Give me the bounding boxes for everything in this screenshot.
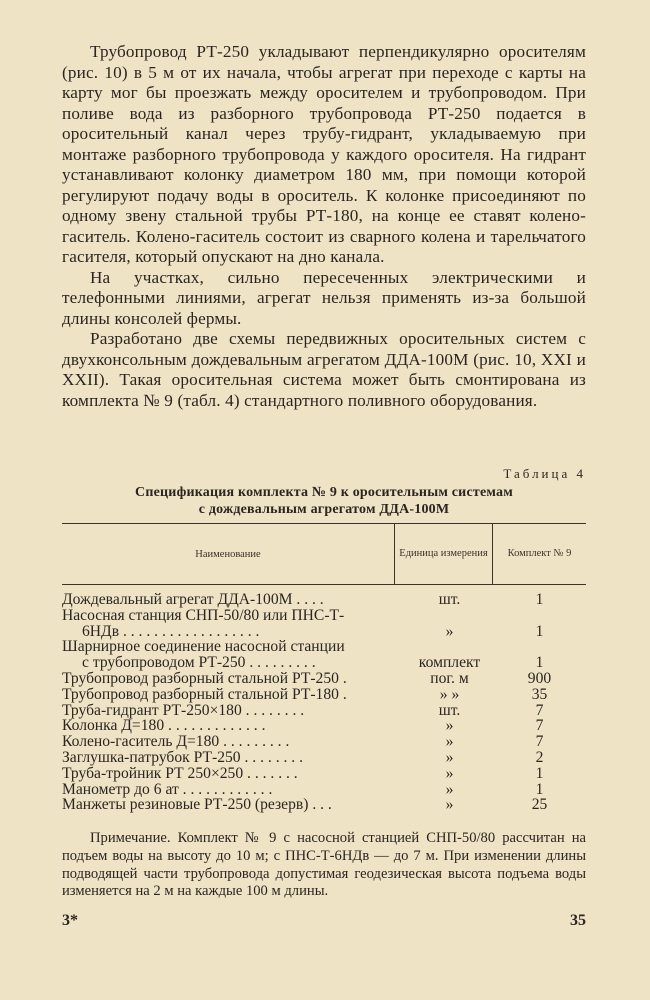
- item-name-line: Насосная станция СНП-50/80 или ПНС-Т-: [62, 606, 345, 624]
- item-unit: »: [445, 796, 454, 814]
- table-row: [62, 734, 586, 750]
- table-title-line: с дождевальным агрегатом ДДА-100М: [198, 502, 450, 517]
- header-name: Наименование: [62, 524, 395, 584]
- paragraph: На участках, сильно пересеченных электрическими и телефонными линиями, агрегат нельзя применять из-за большой длины консолей фермы.: [62, 267, 586, 328]
- item-name-line: Трубопровод разборный стальной РТ-250 .: [62, 669, 347, 687]
- table-row: [62, 782, 586, 798]
- signature-mark: 3*: [62, 912, 78, 929]
- item-unit: комплект: [418, 654, 481, 672]
- item-name-line: 6НДв . . . . . . . . . . . . . . . . . .: [82, 622, 260, 640]
- item-name-line: с трубопроводом РТ-250 . . . . . . . . .: [82, 654, 316, 672]
- table-row: [62, 687, 586, 703]
- item-name-line: Колонка Д=180 . . . . . . . . . . . . .: [62, 717, 266, 735]
- table-row: [62, 608, 586, 640]
- item-quantity: 35: [531, 685, 548, 703]
- table-row: [62, 750, 586, 766]
- item-name: [62, 639, 402, 671]
- item-name-line: Труба-тройник РТ 250×250 . . . . . . .: [62, 764, 298, 782]
- item-name: [62, 750, 402, 766]
- item-name: [62, 718, 402, 734]
- item-unit: пог. м: [430, 669, 469, 687]
- item-quantity: 1: [535, 622, 544, 640]
- item-unit: шт.: [438, 591, 461, 608]
- item-quantity: 1: [535, 654, 544, 672]
- item-name-line: Труба-гидрант РТ-250×180 . . . . . . . .: [62, 701, 305, 719]
- item-quantity: 7: [535, 717, 544, 735]
- table-row: [62, 703, 586, 719]
- item-name-line: Колено-гаситель Д=180 . . . . . . . . .: [62, 733, 290, 751]
- item-unit: »: [445, 622, 454, 640]
- item-unit: »: [445, 764, 454, 782]
- table-note: [62, 830, 586, 901]
- item-quantity: 1: [535, 780, 544, 798]
- table-row: [62, 671, 586, 687]
- header-unit: Единица измерения: [395, 524, 493, 584]
- item-name: [62, 671, 402, 687]
- item-name-line: Заглушка-патрубок РТ-250 . . . . . . . .: [62, 748, 303, 766]
- item-name-line: Шарнирное соединение насосной станции: [62, 638, 345, 656]
- table-number: Таблица 4: [503, 466, 586, 481]
- note-text: Примечание. Комплект № 9 с насосной станцией СНП-50/80 рассчитан на подъем воды на высоту до 10 м; с ПНС-Т-6НДв — до 7 м. При изменении длины подводящей части трубопровода допустимая геодезическая высота подъема воды изменяется на 2 м на каждые 100 м длины.: [62, 830, 586, 900]
- table-row: [62, 797, 586, 813]
- item-quantity: 1: [535, 591, 544, 608]
- item-name: [62, 797, 402, 813]
- item-name: [62, 687, 402, 703]
- item-unit: » »: [439, 685, 460, 703]
- item-name: [62, 734, 402, 750]
- table-title: [62, 484, 586, 518]
- header-kit: Комплект № 9: [507, 548, 572, 559]
- item-unit: »: [445, 717, 454, 735]
- item-quantity: 900: [527, 669, 552, 687]
- item-unit: »: [445, 780, 454, 798]
- item-quantity: 7: [535, 733, 544, 751]
- table-row: [62, 766, 586, 782]
- item-name: [62, 592, 402, 608]
- table-row: [62, 592, 586, 608]
- table-body: [62, 592, 586, 813]
- item-quantity: 25: [531, 796, 548, 814]
- item-name: [62, 766, 402, 782]
- table-title-line: Спецификация комплекта № 9 к оросительным системам: [135, 485, 513, 500]
- body-text: [62, 42, 586, 411]
- paragraph: Трубопровод РТ-250 укладывают перпендикулярно оросителям (рис. 10) в 5 м от их начала, чтобы агрегат при переходе с карты на карту мог бы проезжать между оросителем и трубопроводом. При поливе вода из разборного трубопровода РТ-250 подается в оросительный канал через трубу-гидрант, укладываемую при монтаже разборного трубопровода у каждого оросителя. На гидрант устанавливают колонку диаметром 180 мм, при помощи которой регулируют подачу воды в ороситель. К колонке присоединяют по одному звену стальной трубы РТ-180, на конце ее ставят колено-гаситель. Колено-гаситель состоит из сварного колена и тарельчатого гасителя, который опускают на дно канала.: [62, 42, 586, 266]
- item-unit: шт.: [438, 701, 461, 719]
- table-row: [62, 718, 586, 734]
- item-name: [62, 608, 402, 640]
- item-quantity: 7: [535, 701, 544, 719]
- item-name: [62, 703, 402, 719]
- item-name-line: Трубопровод разборный стальной РТ-180 .: [62, 685, 347, 703]
- page-number: 35: [570, 912, 586, 929]
- item-name-line: Дождевальный агрегат ДДА-100М . . . .: [62, 591, 324, 608]
- item-name-line: Манжеты резиновые РТ-250 (резерв) . . .: [62, 796, 332, 814]
- paragraph: Разработано две схемы передвижных оросительных систем с двухконсольным дождевальным агрегатом ДДА-100М (рис. 10, XXI и XXII). Такая оросительная система может быть смонтирована из комплекта № 9 (табл. 4) стандартного поливного оборудования.: [62, 329, 586, 410]
- item-name-line: Манометр до 6 ат . . . . . . . . . . . .: [62, 780, 273, 798]
- item-unit: »: [445, 748, 454, 766]
- item-unit: »: [445, 733, 454, 751]
- item-quantity: 2: [535, 748, 544, 766]
- item-name: [62, 782, 402, 798]
- table-row: [62, 639, 586, 671]
- item-quantity: 1: [535, 764, 544, 782]
- table-header: [62, 523, 586, 585]
